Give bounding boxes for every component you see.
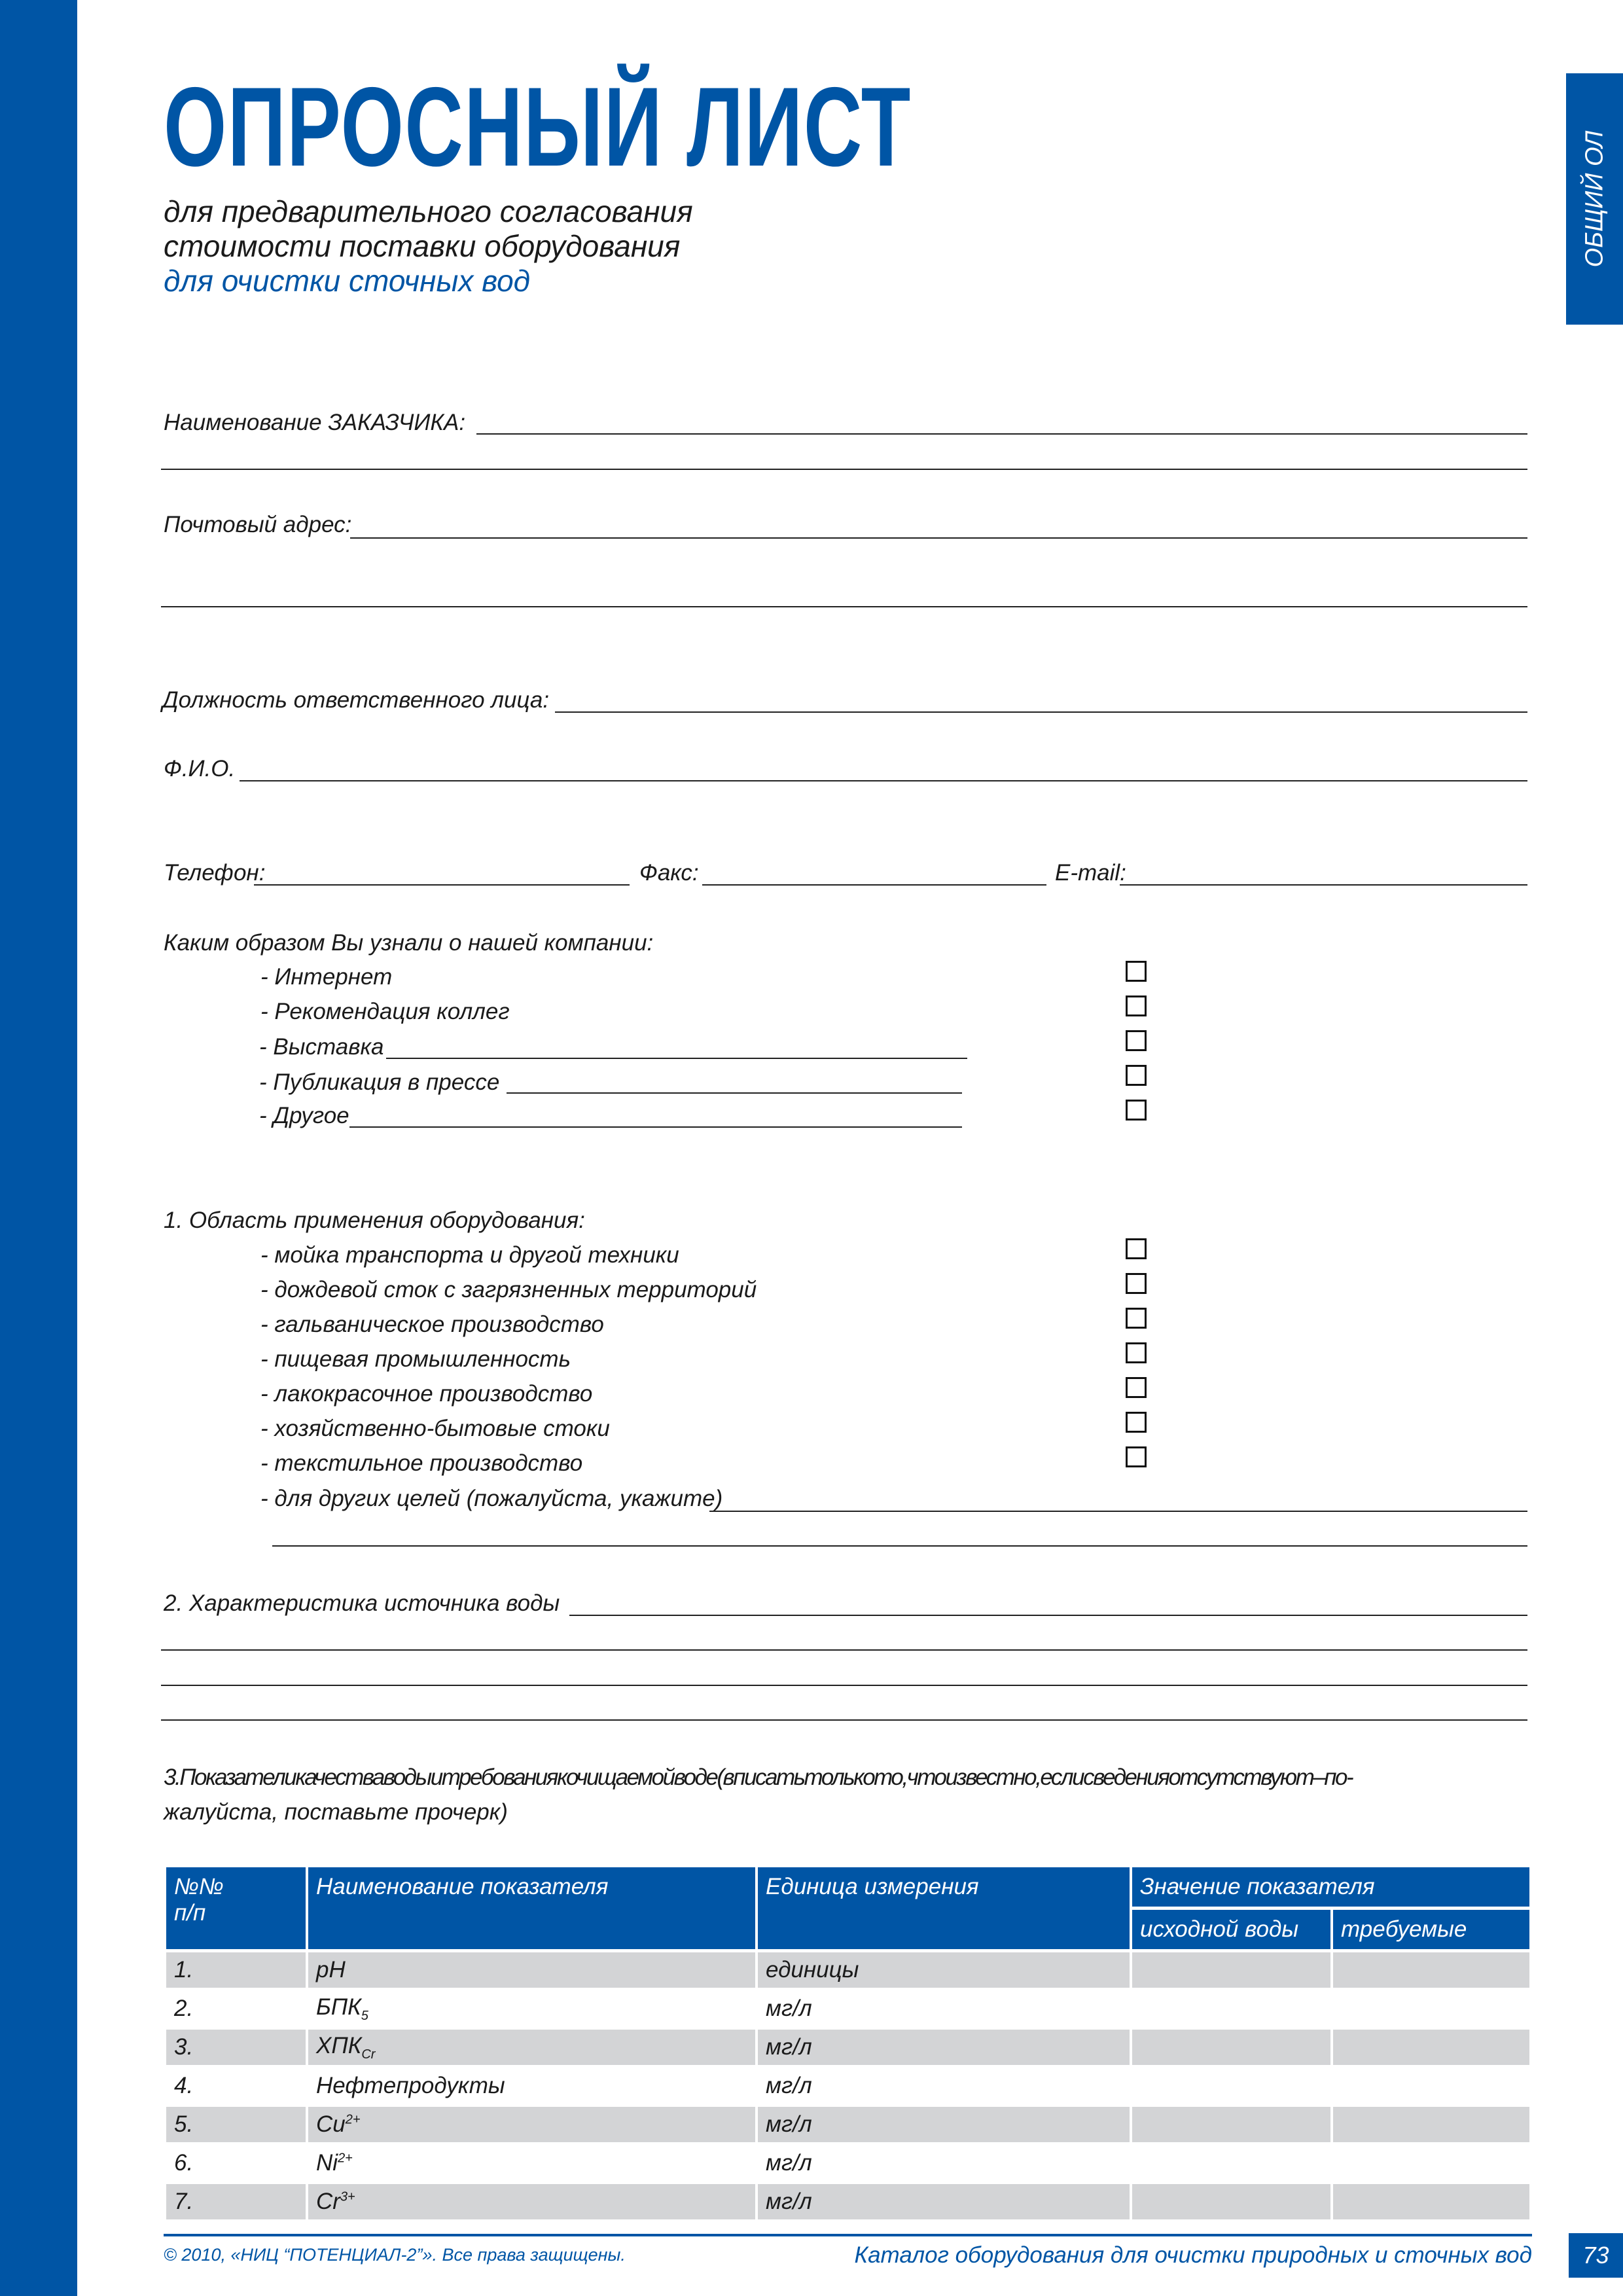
required-value[interactable]: [1333, 1991, 1529, 2030]
exhibition-field[interactable]: [386, 1058, 967, 1059]
section3-title-cont: жалуйста, поставьте прочерк): [164, 1799, 508, 1825]
water-quality-table: [164, 1867, 1532, 2223]
table-row: [166, 1952, 1529, 1991]
indicator-name: $ХПК_{Cr}$: [308, 2030, 755, 2068]
row-number: 4.: [166, 2068, 306, 2107]
header-name: Наименование показателя: [308, 1867, 755, 1952]
source-water-value[interactable]: [1132, 2107, 1330, 2145]
side-tab-label: ОБЩИЙ ОЛ: [1580, 130, 1608, 268]
required-value[interactable]: [1333, 2107, 1529, 2145]
row-number: 1.: [166, 1952, 306, 1991]
fax-label: Факс:: [639, 860, 699, 886]
header-unit: Единица измерения: [758, 1867, 1130, 1952]
address-label: Почтовый адрес:: [164, 512, 352, 537]
checkbox-application[interactable]: [1126, 1308, 1147, 1329]
source-question: Каким образом Вы узнали о нашей компании:: [164, 930, 654, 956]
water-source-line[interactable]: [161, 1685, 1527, 1686]
row-number: 5.: [166, 2107, 306, 2145]
required-value[interactable]: [1333, 2145, 1529, 2184]
row-number: 2.: [166, 1991, 306, 2030]
other-application-field[interactable]: [709, 1511, 1527, 1512]
required-value[interactable]: [1333, 2030, 1529, 2068]
application-item: - хозяйственно-бытовые стоки: [260, 1416, 610, 1441]
address-field-line-2[interactable]: [161, 606, 1527, 607]
checkbox-exhibition[interactable]: [1126, 1030, 1147, 1051]
row-number: 3.: [166, 2030, 306, 2068]
source-water-value[interactable]: [1132, 2030, 1330, 2068]
indicator-name: $Cr^{3+}$: [308, 2184, 755, 2223]
copyright: © 2010, «НИЦ “ПОТЕНЦИАЛ-2”». Все права защищены.: [164, 2245, 626, 2265]
left-accent-bar: [0, 0, 77, 2296]
fax-field[interactable]: [702, 884, 1046, 886]
table-row: [166, 2030, 1529, 2068]
page-number: 73: [1569, 2233, 1623, 2278]
phone-field[interactable]: [254, 884, 630, 886]
unit: единицы: [758, 1952, 1130, 1991]
subtitle-accent: для очистки сточных вод: [164, 264, 531, 298]
source-item-internet: - Интернет: [260, 964, 393, 990]
application-item: - мойка транспорта и другой техники: [260, 1242, 679, 1268]
table-row: [166, 1991, 1529, 2030]
application-item: - дождевой сток с загрязненных территорий: [260, 1277, 757, 1302]
application-item: - гальваническое производство: [260, 1312, 604, 1337]
source-water-value[interactable]: [1132, 1991, 1330, 2030]
customer-field[interactable]: [476, 433, 1527, 435]
checkbox-application[interactable]: [1126, 1238, 1147, 1259]
checkbox-application[interactable]: [1126, 1446, 1147, 1467]
unit: мг/л: [758, 2184, 1130, 2223]
required-value[interactable]: [1333, 2068, 1529, 2107]
source-item-other: - Другое: [259, 1103, 349, 1128]
table-row: [166, 2184, 1529, 2223]
table-row: [166, 2107, 1529, 2145]
application-item: - текстильное производство: [260, 1450, 583, 1476]
checkbox-other[interactable]: [1126, 1100, 1147, 1121]
water-source-line[interactable]: [161, 1719, 1527, 1721]
press-field[interactable]: [507, 1092, 962, 1094]
customer-label: Наименование ЗАКАЗЧИКА:: [164, 410, 466, 435]
email-field[interactable]: [1120, 884, 1527, 886]
header-required: требуемые: [1333, 1910, 1529, 1952]
indicator-name: $Cu^{2+}$: [308, 2107, 755, 2145]
water-source-line[interactable]: [161, 1649, 1527, 1651]
footer-divider: [164, 2234, 1532, 2236]
position-field[interactable]: [555, 711, 1527, 713]
checkbox-application[interactable]: [1126, 1377, 1147, 1398]
indicator-name: pH: [308, 1952, 755, 1991]
checkbox-recommendation[interactable]: [1126, 996, 1147, 1016]
customer-field-line-2[interactable]: [161, 469, 1527, 470]
unit: мг/л: [758, 1991, 1130, 2030]
indicator-name: $Ni^{2+}$: [308, 2145, 755, 2184]
source-water-value[interactable]: [1132, 2145, 1330, 2184]
position-label: Должность ответственного лица:: [162, 687, 550, 713]
row-number: 7.: [166, 2184, 306, 2223]
section-side-tab: [1566, 73, 1623, 325]
header-number: №№ п/п: [166, 1867, 306, 1952]
header-source-water: исходной воды: [1132, 1910, 1330, 1952]
phone-label: Телефон:: [164, 860, 266, 886]
application-item: - пищевая промышленность: [260, 1346, 571, 1372]
unit: мг/л: [758, 2030, 1130, 2068]
other-source-field[interactable]: [349, 1126, 962, 1128]
section3-title: 3.Показателикачестваводыитребованиякочищаемойводе(вписатьтолькото,чтоизвестно,еслисведенияотсутствуют–по-: [164, 1765, 1353, 1790]
source-water-value[interactable]: [1132, 2184, 1330, 2223]
subtitle-line-1: для предварительного согласования: [164, 194, 693, 228]
checkbox-application[interactable]: [1126, 1412, 1147, 1433]
other-application-field-line-2[interactable]: [272, 1545, 1527, 1547]
source-water-value[interactable]: [1132, 1952, 1330, 1991]
unit: мг/л: [758, 2068, 1130, 2107]
section1-title: 1. Область применения оборудования:: [164, 1208, 585, 1233]
checkbox-application[interactable]: [1126, 1273, 1147, 1294]
checkbox-press[interactable]: [1126, 1065, 1147, 1086]
checkbox-application[interactable]: [1126, 1342, 1147, 1363]
required-value[interactable]: [1333, 2184, 1529, 2223]
email-label: E-mail:: [1055, 860, 1126, 886]
application-item: - лакокрасочное производство: [260, 1381, 593, 1407]
application-item-other: - для других целей (пожалуйста, укажите): [260, 1486, 723, 1511]
name-label: Ф.И.О.: [164, 756, 236, 781]
name-field[interactable]: [240, 780, 1527, 781]
indicator-name: $БПК_5$: [308, 1991, 755, 2030]
table-row: [166, 2068, 1529, 2107]
source-item-recommendation: - Рекомендация коллег: [260, 999, 510, 1024]
catalog-title: Каталог оборудования для очистки природных и сточных вод: [854, 2242, 1532, 2268]
page-title: ОПРОСНЫЙ ЛИСТ: [164, 64, 912, 190]
address-field[interactable]: [350, 537, 1527, 539]
section2-title: 2. Характеристика источника воды: [164, 1590, 560, 1616]
subtitle-line-2: стоимости поставки оборудования: [164, 229, 681, 263]
header-value: Значение показателя: [1132, 1867, 1529, 1910]
source-item-press: - Публикация в прессе: [259, 1069, 500, 1095]
required-value[interactable]: [1333, 1952, 1529, 1991]
checkbox-internet[interactable]: [1126, 961, 1147, 982]
unit: мг/л: [758, 2107, 1130, 2145]
source-water-value[interactable]: [1132, 2068, 1330, 2107]
table-row: [166, 2145, 1529, 2184]
indicator-name: Нефтепродукты: [308, 2068, 755, 2107]
source-item-exhibition: - Выставка: [259, 1034, 384, 1060]
unit: мг/л: [758, 2145, 1130, 2184]
row-number: 6.: [166, 2145, 306, 2184]
water-source-field[interactable]: [569, 1615, 1527, 1616]
